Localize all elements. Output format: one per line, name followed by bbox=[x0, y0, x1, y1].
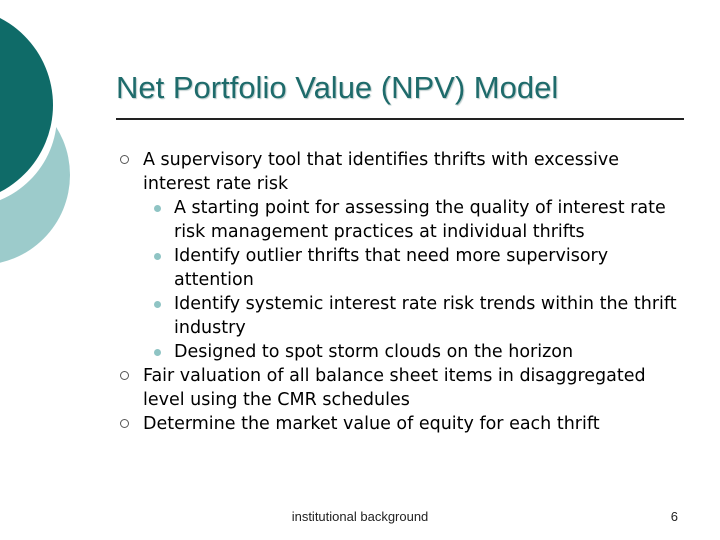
decorative-circles bbox=[0, 0, 110, 300]
footer-text: institutional background bbox=[291, 509, 429, 524]
list-item-text: Determine the market value of equity for each thrift bbox=[143, 414, 600, 434]
list-item-text: Designed to spot storm clouds on the horizon bbox=[174, 342, 574, 362]
list-item-text: A supervisory tool that identifies thrifts with excessive interest rate risk bbox=[143, 150, 620, 194]
page-title: Net Portfolio Value (NPV) Model bbox=[116, 70, 559, 105]
bullet-list bbox=[118, 148, 688, 436]
list-item bbox=[118, 412, 688, 436]
title-divider bbox=[116, 118, 684, 120]
ring-bullet-icon bbox=[120, 419, 129, 428]
list-item-text: A starting point for assessing the quality of interest rate risk management practices at individual thrifts bbox=[174, 198, 666, 242]
list-item bbox=[118, 364, 688, 412]
list-item-text: Identify outlier thrifts that need more supervisory attention bbox=[174, 246, 609, 290]
page-number: 6 bbox=[670, 509, 678, 524]
dot-bullet-icon bbox=[154, 349, 161, 356]
list-item bbox=[118, 148, 688, 196]
list-item bbox=[118, 244, 688, 292]
dot-bullet-icon bbox=[154, 205, 161, 212]
dot-bullet-icon bbox=[154, 301, 161, 308]
ring-bullet-icon bbox=[120, 155, 129, 164]
dot-bullet-icon bbox=[154, 253, 161, 260]
list-item-text: Fair valuation of all balance sheet items in disaggregated level using the CMR schedules bbox=[143, 366, 646, 410]
list-item bbox=[118, 340, 688, 364]
list-item bbox=[118, 292, 688, 340]
list-item bbox=[118, 196, 688, 244]
ring-bullet-icon bbox=[120, 371, 129, 380]
list-item-text: Identify systemic interest rate risk trends within the thrift industry bbox=[174, 294, 677, 338]
